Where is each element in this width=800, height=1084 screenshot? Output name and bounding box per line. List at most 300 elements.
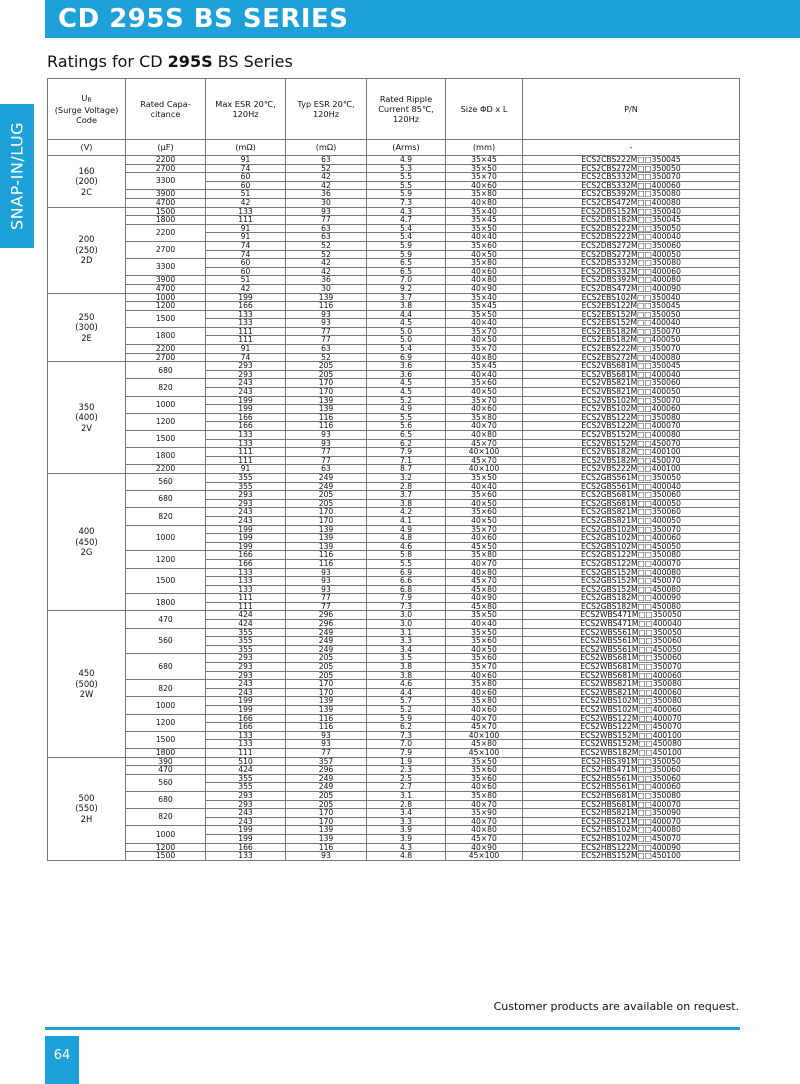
typesr-cell: 93 xyxy=(286,852,367,861)
typesr-cell: 139 xyxy=(286,534,367,543)
maxesr-cell: 166 xyxy=(206,413,286,422)
maxesr-cell: 133 xyxy=(206,431,286,440)
pn-cell: ECS2DBS332M□□350080 xyxy=(523,259,740,268)
typesr-cell: 77 xyxy=(286,336,367,345)
side-tab-label: SNAP-IN/LUG xyxy=(7,122,27,230)
size-cell: 40×50 xyxy=(446,336,523,345)
size-cell: 40×60 xyxy=(446,688,523,697)
capacitance-cell: 1500 xyxy=(126,568,206,594)
ripple-cell: 5.3 xyxy=(367,164,446,173)
ripple-cell: 3.0 xyxy=(367,620,446,629)
table-row xyxy=(48,207,740,216)
capacitance-cell: 4700 xyxy=(126,198,206,207)
ripple-cell: 4.2 xyxy=(367,508,446,517)
size-cell: 45×70 xyxy=(446,456,523,465)
size-cell: 40×90 xyxy=(446,284,523,293)
pn-cell: ECS2GBS102M□□400060 xyxy=(523,534,740,543)
capacitance-cell: 2200 xyxy=(126,224,206,241)
size-cell: 40×70 xyxy=(446,817,523,826)
typesr-cell: 139 xyxy=(286,396,367,405)
table-row xyxy=(48,198,740,207)
maxesr-cell: 243 xyxy=(206,809,286,818)
pn-cell: ECS2EBS102M□□350040 xyxy=(523,293,740,302)
maxesr-cell: 199 xyxy=(206,293,286,302)
capacitance-cell: 3300 xyxy=(126,259,206,276)
typesr-cell: 93 xyxy=(286,731,367,740)
typesr-cell: 205 xyxy=(286,491,367,500)
size-cell: 35×70 xyxy=(446,396,523,405)
pn-cell: ECS2EBS152M□□350050 xyxy=(523,310,740,319)
capacitance-cell: 470 xyxy=(126,611,206,628)
maxesr-cell: 60 xyxy=(206,181,286,190)
typesr-cell: 116 xyxy=(286,422,367,431)
size-cell: 40×60 xyxy=(446,534,523,543)
pn-cell: ECS2GBS152M□□450080 xyxy=(523,585,740,594)
ripple-cell: 7.1 xyxy=(367,456,446,465)
table-row xyxy=(48,276,740,285)
maxesr-cell: 91 xyxy=(206,345,286,354)
size-cell: 45×70 xyxy=(446,834,523,843)
size-cell: 45×80 xyxy=(446,740,523,749)
pn-cell: ECS2VBS182M□□400100 xyxy=(523,448,740,457)
pn-cell: ECS2EBS182M□□350070 xyxy=(523,327,740,336)
pn-cell: ECS2EBS222M□□350070 xyxy=(523,345,740,354)
ripple-cell: 6.9 xyxy=(367,568,446,577)
maxesr-cell: 424 xyxy=(206,766,286,775)
typesr-cell: 296 xyxy=(286,766,367,775)
typesr-cell: 77 xyxy=(286,327,367,336)
voltage-code-cell xyxy=(48,473,126,611)
table-subtitle xyxy=(47,52,293,71)
maxesr-cell: 166 xyxy=(206,559,286,568)
size-cell: 40×40 xyxy=(446,620,523,629)
pn-cell: ECS2WBS681M□□350060 xyxy=(523,654,740,663)
table-row xyxy=(48,465,740,474)
ripple-cell: 7.9 xyxy=(367,448,446,457)
capacitance-cell: 1000 xyxy=(126,293,206,302)
pn-cell: ECS2VBS681M□□350045 xyxy=(523,362,740,371)
pn-cell: ECS2EBS122M□□350045 xyxy=(523,302,740,311)
typesr-cell: 205 xyxy=(286,663,367,672)
table-row xyxy=(48,362,740,371)
maxesr-cell: 60 xyxy=(206,173,286,182)
ripple-cell: 5.8 xyxy=(367,551,446,560)
ripple-cell: 6.6 xyxy=(367,577,446,586)
voltage-code-cell xyxy=(48,293,126,362)
table-row xyxy=(48,508,740,517)
capacitance-cell: 2200 xyxy=(126,156,206,165)
size-cell: 40×60 xyxy=(446,405,523,414)
typesr-cell: 116 xyxy=(286,723,367,732)
typesr-cell: 139 xyxy=(286,826,367,835)
ripple-cell: 4.7 xyxy=(367,216,446,225)
ripple-cell: 3.9 xyxy=(367,826,446,835)
unit-cell: (mΩ) xyxy=(206,140,286,156)
typesr-cell: 170 xyxy=(286,379,367,388)
table-row xyxy=(48,852,740,861)
size-cell: 40×50 xyxy=(446,499,523,508)
pn-cell: ECS2GBS152M□□400080 xyxy=(523,568,740,577)
capacitance-cell: 1500 xyxy=(126,731,206,748)
pn-cell: ECS2CBS472M□□400080 xyxy=(523,198,740,207)
ripple-cell: 3.0 xyxy=(367,611,446,620)
maxesr-cell: 293 xyxy=(206,491,286,500)
typesr-cell: 170 xyxy=(286,680,367,689)
pn-cell: ECS2GBS561M□□350050 xyxy=(523,473,740,482)
pn-cell: ECS2DBS182M□□350045 xyxy=(523,216,740,225)
pn-cell: ECS2CBS272M□□350050 xyxy=(523,164,740,173)
ripple-cell: 6.9 xyxy=(367,353,446,362)
ripple-cell: 5.7 xyxy=(367,697,446,706)
size-cell: 40×80 xyxy=(446,276,523,285)
size-cell: 45×70 xyxy=(446,723,523,732)
capacitance-cell: 2700 xyxy=(126,164,206,173)
pn-cell: ECS2DBS472M□□400090 xyxy=(523,284,740,293)
ripple-cell: 4.9 xyxy=(367,405,446,414)
ripple-cell: 3.1 xyxy=(367,791,446,800)
maxesr-cell: 111 xyxy=(206,456,286,465)
size-cell: 40×70 xyxy=(446,422,523,431)
size-cell: 35×45 xyxy=(446,302,523,311)
pn-cell: ECS2VBS681M□□400040 xyxy=(523,370,740,379)
typesr-cell: 77 xyxy=(286,456,367,465)
typesr-cell: 170 xyxy=(286,809,367,818)
pn-cell: ECS2EBS182M□□400050 xyxy=(523,336,740,345)
ratings-table xyxy=(47,78,740,861)
typesr-cell: 93 xyxy=(286,439,367,448)
ripple-cell: 3.7 xyxy=(367,293,446,302)
size-cell: 35×70 xyxy=(446,663,523,672)
table-row xyxy=(48,190,740,199)
typesr-cell: 170 xyxy=(286,508,367,517)
maxesr-cell: 166 xyxy=(206,422,286,431)
capacitance-cell: 4700 xyxy=(126,284,206,293)
size-cell: 40×70 xyxy=(446,800,523,809)
voltage-code-line: 500 xyxy=(78,792,95,803)
size-cell: 35×50 xyxy=(446,757,523,766)
capacitance-cell: 820 xyxy=(126,379,206,396)
voltage-code-line: 160 xyxy=(78,165,95,176)
pn-cell: ECS2VBS122M□□350080 xyxy=(523,413,740,422)
pn-cell: ECS2WBS152M□□400100 xyxy=(523,731,740,740)
pn-cell: ECS2VBS152M□□400080 xyxy=(523,431,740,440)
pn-cell: ECS2GBS182M□□400090 xyxy=(523,594,740,603)
table-row xyxy=(48,697,740,706)
ripple-cell: 6.5 xyxy=(367,431,446,440)
table-row xyxy=(48,327,740,336)
size-cell: 45×50 xyxy=(446,542,523,551)
pn-cell: ECS2VBS152M□□450070 xyxy=(523,439,740,448)
typesr-cell: 170 xyxy=(286,688,367,697)
maxesr-cell: 133 xyxy=(206,740,286,749)
pn-cell: ECS2HBS391M□□350050 xyxy=(523,757,740,766)
maxesr-cell: 293 xyxy=(206,791,286,800)
size-cell: 40×70 xyxy=(446,559,523,568)
size-cell: 35×60 xyxy=(446,774,523,783)
size-cell: 40×50 xyxy=(446,645,523,654)
table-row xyxy=(48,216,740,225)
voltage-code-line: 250 xyxy=(78,311,95,322)
size-cell: 40×60 xyxy=(446,671,523,680)
pn-cell: ECS2HBS102M□□450070 xyxy=(523,834,740,843)
typesr-cell: 249 xyxy=(286,645,367,654)
unit-cell: (mΩ) xyxy=(286,140,367,156)
maxesr-cell: 133 xyxy=(206,585,286,594)
size-cell: 45×100 xyxy=(446,748,523,757)
maxesr-cell: 111 xyxy=(206,448,286,457)
maxesr-cell: 293 xyxy=(206,370,286,379)
pn-cell: ECS2GBS561M□□400040 xyxy=(523,482,740,491)
size-cell: 40×90 xyxy=(446,843,523,852)
ripple-cell: 3.5 xyxy=(367,654,446,663)
ripple-cell: 4.8 xyxy=(367,852,446,861)
capacitance-cell: 1000 xyxy=(126,697,206,714)
typesr-cell: 116 xyxy=(286,302,367,311)
page-number: 64 xyxy=(53,1048,71,1063)
typesr-cell: 249 xyxy=(286,783,367,792)
maxesr-cell: 111 xyxy=(206,327,286,336)
ripple-cell: 7.3 xyxy=(367,198,446,207)
voltage-code-line: 2D xyxy=(80,255,93,266)
size-cell: 40×60 xyxy=(446,706,523,715)
pn-cell: ECS2GBS182M□□450080 xyxy=(523,602,740,611)
header-row xyxy=(48,79,740,140)
maxesr-cell: 166 xyxy=(206,302,286,311)
maxesr-cell: 243 xyxy=(206,817,286,826)
typesr-cell: 205 xyxy=(286,654,367,663)
maxesr-cell: 243 xyxy=(206,688,286,697)
pn-cell: ECS2GBS122M□□350080 xyxy=(523,551,740,560)
maxesr-cell: 355 xyxy=(206,637,286,646)
pn-cell: ECS2GBS152M□□450070 xyxy=(523,577,740,586)
pn-cell: ECS2CBS222M□□350045 xyxy=(523,156,740,165)
ripple-cell: 4.3 xyxy=(367,207,446,216)
maxesr-cell: 355 xyxy=(206,473,286,482)
typesr-cell: 52 xyxy=(286,241,367,250)
table-row xyxy=(48,241,740,250)
pn-cell: ECS2WBS561M□□350060 xyxy=(523,637,740,646)
pn-cell: ECS2GBS122M□□400070 xyxy=(523,559,740,568)
capacitance-cell: 680 xyxy=(126,654,206,680)
col-header-ripple: Rated Ripple Current 85℃, 120Hz xyxy=(367,79,446,140)
typesr-cell: 116 xyxy=(286,843,367,852)
ripple-cell: 5.9 xyxy=(367,190,446,199)
typesr-cell: 139 xyxy=(286,834,367,843)
voltage-code-line: 200 xyxy=(78,234,95,245)
size-cell: 40×50 xyxy=(446,250,523,259)
typesr-cell: 116 xyxy=(286,714,367,723)
pn-cell: ECS2CBS392M□□350080 xyxy=(523,190,740,199)
pn-cell: ECS2WBS821M□□350080 xyxy=(523,680,740,689)
capacitance-cell: 1800 xyxy=(126,748,206,757)
maxesr-cell: 424 xyxy=(206,611,286,620)
voltage-code-cell xyxy=(48,156,126,208)
size-cell: 40×80 xyxy=(446,826,523,835)
pn-cell: ECS2VBS821M□□350060 xyxy=(523,379,740,388)
typesr-cell: 93 xyxy=(286,568,367,577)
typesr-cell: 139 xyxy=(286,697,367,706)
pn-cell: ECS2WBS471M□□400040 xyxy=(523,620,740,629)
typesr-cell: 52 xyxy=(286,164,367,173)
pn-cell: ECS2DBS272M□□400050 xyxy=(523,250,740,259)
size-cell: 35×80 xyxy=(446,680,523,689)
table-row xyxy=(48,843,740,852)
capacitance-cell: 1200 xyxy=(126,551,206,568)
maxesr-cell: 111 xyxy=(206,594,286,603)
size-cell: 35×45 xyxy=(446,156,523,165)
typesr-cell: 249 xyxy=(286,473,367,482)
ripple-cell: 5.9 xyxy=(367,250,446,259)
table-row xyxy=(48,413,740,422)
ripple-cell: 3.9 xyxy=(367,834,446,843)
pn-cell: ECS2WBS102M□□400060 xyxy=(523,706,740,715)
capacitance-cell: 1800 xyxy=(126,216,206,225)
typesr-cell: 139 xyxy=(286,706,367,715)
ripple-cell: 6.5 xyxy=(367,267,446,276)
maxesr-cell: 51 xyxy=(206,190,286,199)
table-row xyxy=(48,826,740,835)
table-row xyxy=(48,379,740,388)
typesr-cell: 42 xyxy=(286,173,367,182)
col-header-pn: P/N xyxy=(523,79,740,140)
size-cell: 35×60 xyxy=(446,654,523,663)
typesr-cell: 205 xyxy=(286,800,367,809)
maxesr-cell: 355 xyxy=(206,482,286,491)
size-cell: 35×60 xyxy=(446,637,523,646)
typesr-cell: 77 xyxy=(286,748,367,757)
ripple-cell: 4.8 xyxy=(367,534,446,543)
typesr-cell: 30 xyxy=(286,284,367,293)
col-header-typ-esr: Typ ESR 20℃, 120Hz xyxy=(286,79,367,140)
ripple-cell: 5.5 xyxy=(367,413,446,422)
table-row xyxy=(48,473,740,482)
typesr-cell: 205 xyxy=(286,671,367,680)
maxesr-cell: 91 xyxy=(206,465,286,474)
ripple-cell: 6.2 xyxy=(367,723,446,732)
ripple-cell: 5.2 xyxy=(367,706,446,715)
unit-cell: (V) xyxy=(48,140,126,156)
ripple-cell: 5.5 xyxy=(367,173,446,182)
table-row xyxy=(48,731,740,740)
ripple-cell: 2.5 xyxy=(367,774,446,783)
voltage-code-line: 2E xyxy=(81,332,92,343)
capacitance-cell: 680 xyxy=(126,491,206,508)
size-cell: 35×45 xyxy=(446,362,523,371)
maxesr-cell: 243 xyxy=(206,379,286,388)
col-header-capacitance: Rated Capa- citance xyxy=(126,79,206,140)
size-cell: 40×40 xyxy=(446,319,523,328)
units-row xyxy=(48,140,740,156)
capacitance-cell: 2700 xyxy=(126,241,206,258)
size-cell: 40×40 xyxy=(446,233,523,242)
maxesr-cell: 91 xyxy=(206,156,286,165)
typesr-cell: 77 xyxy=(286,602,367,611)
capacitance-cell: 1500 xyxy=(126,310,206,327)
pn-cell: ECS2CBS332M□□400060 xyxy=(523,181,740,190)
size-cell: 35×60 xyxy=(446,491,523,500)
typesr-cell: 42 xyxy=(286,267,367,276)
capacitance-cell: 1800 xyxy=(126,448,206,465)
table-row xyxy=(48,284,740,293)
subtitle-suffix: BS Series xyxy=(212,52,293,71)
voltage-code-line: (450) xyxy=(75,536,98,547)
maxesr-cell: 111 xyxy=(206,216,286,225)
size-cell: 35×40 xyxy=(446,293,523,302)
size-cell: 40×60 xyxy=(446,181,523,190)
table-row xyxy=(48,809,740,818)
size-cell: 35×50 xyxy=(446,628,523,637)
size-cell: 35×70 xyxy=(446,525,523,534)
typesr-cell: 93 xyxy=(286,319,367,328)
pn-cell: ECS2HBS561M□□400060 xyxy=(523,783,740,792)
ripple-cell: 2.3 xyxy=(367,766,446,775)
typesr-cell: 170 xyxy=(286,817,367,826)
pn-cell: ECS2HBS561M□□350060 xyxy=(523,774,740,783)
typesr-cell: 116 xyxy=(286,413,367,422)
capacitance-cell: 3900 xyxy=(126,276,206,285)
maxesr-cell: 293 xyxy=(206,362,286,371)
maxesr-cell: 355 xyxy=(206,774,286,783)
table-row xyxy=(48,791,740,800)
size-cell: 35×90 xyxy=(446,809,523,818)
pn-cell: ECS2GBS821M□□400050 xyxy=(523,516,740,525)
size-cell: 40×80 xyxy=(446,431,523,440)
capacitance-cell: 470 xyxy=(126,766,206,775)
ripple-cell: 4.9 xyxy=(367,525,446,534)
maxesr-cell: 133 xyxy=(206,439,286,448)
capacitance-cell: 1500 xyxy=(126,431,206,448)
table-row xyxy=(48,259,740,268)
subtitle-series: 295S xyxy=(167,52,213,71)
size-cell: 35×40 xyxy=(446,207,523,216)
size-cell: 40×80 xyxy=(446,568,523,577)
table-row xyxy=(48,525,740,534)
ripple-cell: 3.3 xyxy=(367,817,446,826)
ripple-cell: 3.4 xyxy=(367,645,446,654)
pn-cell: ECS2HBS821M□□350090 xyxy=(523,809,740,818)
size-cell: 35×50 xyxy=(446,473,523,482)
unit-cell: (Arms) xyxy=(367,140,446,156)
table-row xyxy=(48,173,740,182)
maxesr-cell: 166 xyxy=(206,551,286,560)
table-row xyxy=(48,448,740,457)
table-row xyxy=(48,680,740,689)
ripple-cell: 3.8 xyxy=(367,671,446,680)
table-row xyxy=(48,353,740,362)
ripple-cell: 4.1 xyxy=(367,516,446,525)
size-cell: 35×50 xyxy=(446,611,523,620)
subtitle-prefix: Ratings for CD xyxy=(47,52,168,71)
ripple-cell: 5.5 xyxy=(367,559,446,568)
typesr-cell: 52 xyxy=(286,353,367,362)
size-cell: 35×80 xyxy=(446,413,523,422)
table-row xyxy=(48,611,740,620)
table-row xyxy=(48,156,740,165)
col-header-max-esr: Max ESR 20℃, 120Hz xyxy=(206,79,286,140)
voltage-code-line: (200) xyxy=(75,176,98,187)
capacitance-cell: 390 xyxy=(126,757,206,766)
maxesr-cell: 199 xyxy=(206,834,286,843)
maxesr-cell: 166 xyxy=(206,843,286,852)
pn-cell: ECS2DBS332M□□400060 xyxy=(523,267,740,276)
size-cell: 35×80 xyxy=(446,190,523,199)
maxesr-cell: 133 xyxy=(206,310,286,319)
code-header-text: (Surge Voltage) Code xyxy=(54,104,119,125)
capacitance-cell: 680 xyxy=(126,791,206,808)
typesr-cell: 116 xyxy=(286,559,367,568)
ripple-cell: 9.2 xyxy=(367,284,446,293)
typesr-cell: 116 xyxy=(286,551,367,560)
